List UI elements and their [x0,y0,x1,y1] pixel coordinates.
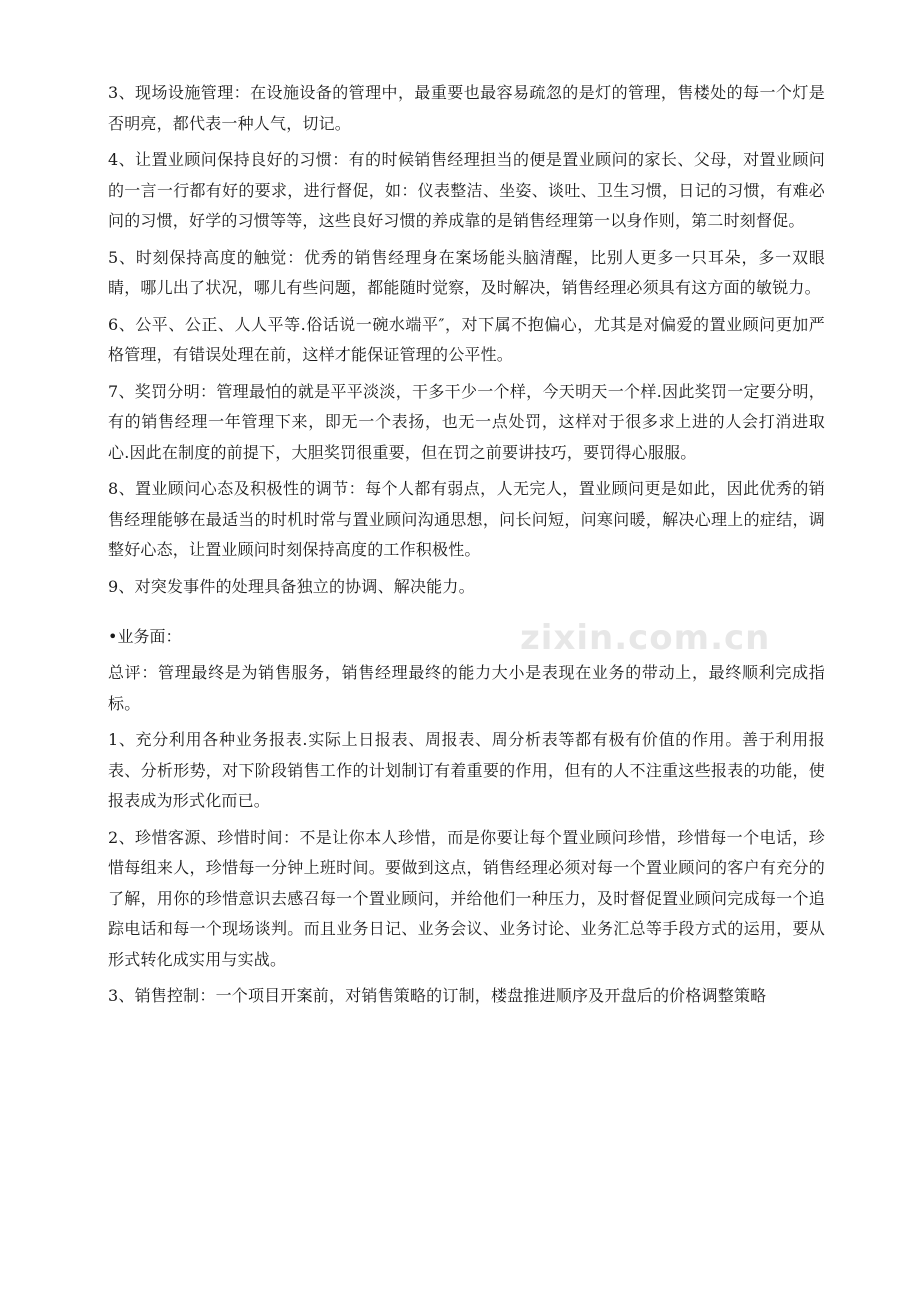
paragraph-item-4: 4、让置业顾问保持良好的习惯：有的时候销售经理担当的便是置业顾问的家长、父母，对置业顾问的一言一行都有好的要求，进行督促，如：仪表整洁、坐姿、谈吐、卫生习惯，日记的习惯，有难必问的习惯，好学的习惯等等，这些良好习惯的养成靠的是销售经理第一以身作则，第二时刻督促。 [108,150,825,230]
paragraph-item-7: 7、奖罚分明：管理最怕的就是平平淡淡，干多干少一个样，今天明天一个样.因此奖罚一定要分明，有的销售经理一年管理下来，即无一个表扬，也无一点处罚，这样对于很多求上进的人会打消进取心.因此在制度的前提下，大胆奖罚很重要，但在罚之前要讲技巧，要罚得心服服。 [108,381,825,462]
section-heading-business: •业务面： [108,627,182,646]
business-item-3: 3、销售控制：一个项目开案前，对销售策略的订制，楼盘推进顺序及开盘后的价格调整策略 [108,986,767,1005]
paragraph-item-9: 9、对突发事件的处理具备独立的协调、解决能力。 [108,576,475,596]
paragraph-item-5: 5、时刻保持高度的触觉：优秀的销售经理身在案场能头脑清醒，比别人更多一只耳朵，多一双眼睛，哪儿出了状况，哪儿有些问题，都能随时觉察，及时解决，销售经理必须具有这方面的敏锐力。 [108,247,825,297]
paragraph-item-3: 3、现场设施管理：在设施设备的管理中，最重要也最容易疏忽的是灯的管理，售楼处的每一个灯是否明亮，都代表一种人气，切记。 [108,83,825,133]
paragraph-item-8: 8、置业顾问心态及积极性的调节：每个人都有弱点，人无完人，置业顾问更是如此，因此优秀的销售经理能够在最适当的时机时常与置业顾问沟通思想，问长问短，问寒问暖，解决心理上的症结，调整好心态，让置业顾问时刻保持高度的工作积极性。 [108,479,825,559]
summary-paragraph: 总评：管理最终是为销售服务，销售经理最终的能力大小是表现在业务的带动上，最终顺利完成指标。 [108,663,825,713]
business-item-1: 1、充分利用各种业务报表.实际上日报表、周报表、周分析表等都有极有价值的作用。善于利用报表、分析形势，对下阶段销售工作的计划制订有着重要的作用，但有的人不注重这些报表的功能，使报表成为形式化而已。 [108,730,825,810]
watermark: zixin.com.cn [520,618,771,658]
paragraph-item-6: 6、公平、公正、人人平等.俗话说一碗水端平″，对下属不抱偏心，尤其是对偏爱的置业顾问更加严格管理，有错误处理在前，这样才能保证管理的公平性。 [108,314,825,364]
business-item-2: 2、珍惜客源、珍惜时间：不是让你本人珍惜，而是你要让每个置业顾问珍惜，珍惜每一个电话，珍惜每组来人，珍惜每一分钟上班时间。要做到这点，销售经理必须对每一个置业顾问的客户有充分的了解，用你的珍惜意识去感召每一个置业顾问，并给他们一种压力，及时督促置业顾问完成每一个追踪电话和每一个现场谈判。而且业务日记、业务会议、业务讨论、业务汇总等手段方式的运用，要从形式转化成实用与实战。 [108,827,825,969]
document-page [108,78,825,1018]
